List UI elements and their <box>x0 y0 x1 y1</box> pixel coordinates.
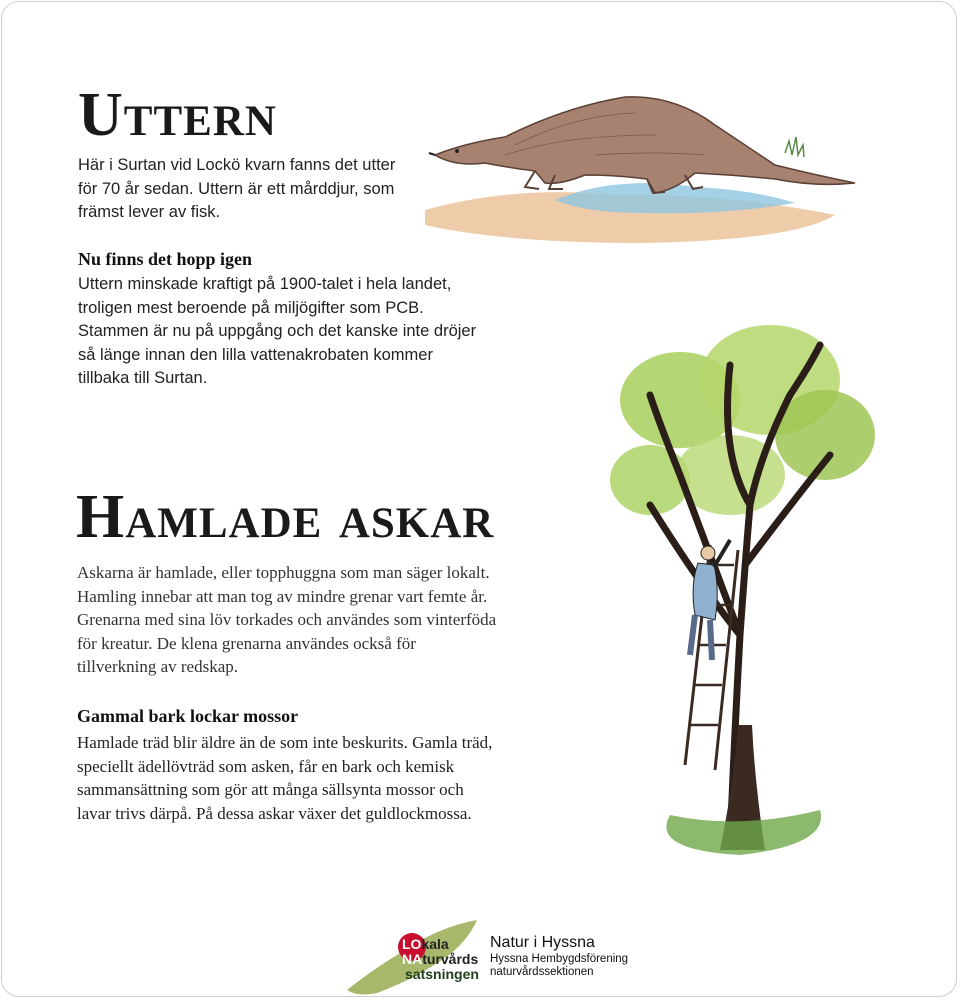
organization-line-1: Hyssna Hembygdsförening <box>490 953 629 965</box>
ash-title: Hamlade askar <box>76 483 495 551</box>
ash-body: Askarna är hamlade, eller topphuggna som man säger lokalt. Hamling innebar att man tog av mindre grenar vart femte år. Grenarna med sina löv torkades och användes som vinterföda för kreatur. De klena grenarna användes också för tillverkning av redskap. <box>77 563 497 676</box>
logo-line-1: LOkala <box>402 936 449 952</box>
otter-illustration <box>395 75 865 245</box>
otter-subheading: Nu finns det hopp igen <box>78 249 253 269</box>
ash-subheading: Gammal bark lockar mossor <box>77 706 299 726</box>
otter-title: Uttern <box>78 81 277 149</box>
organization-name: Natur i Hyssna <box>490 934 595 951</box>
otter-intro: Här i Surtan vid Lockö kvarn fanns det utter för 70 år sedan. Uttern är ett mårddjur, som främst lever av fisk. <box>78 156 396 221</box>
logo-line-2: NAturvårds <box>402 951 479 967</box>
ash-body-2: Hamlade träd blir äldre än de som inte beskurits. Gamla träd, speciellt ädellövträd som asken, får en bark och kemisk sammansättning som gör att många sällsynta mossor och lavar trivs därpå. På dessa askar växer det guldlockmossa. <box>77 733 493 823</box>
organization-line-2: naturvårdssektionen <box>490 966 594 978</box>
pollarded-ash-illustration <box>590 305 890 905</box>
otter-body: Uttern minskade kraftigt på 1900-talet i hela landet, troligen mest beroende på miljögifter som PCB. Stammen är nu på uppgång och det kanske inte dröjer så länge innan den lilla vattenakrobaten kommer tillbaka till Surtan. <box>78 275 477 387</box>
logo-line-3: satsningen <box>405 966 479 982</box>
